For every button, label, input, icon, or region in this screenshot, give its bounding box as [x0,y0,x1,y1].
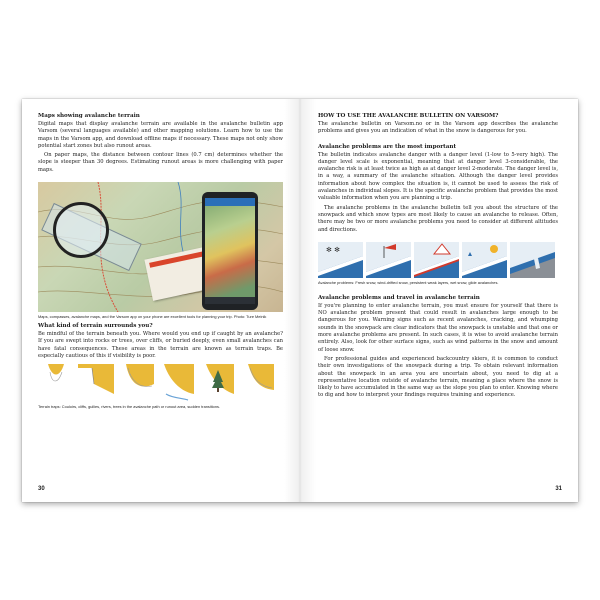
avalanche-problems-illustrations [318,242,558,278]
heading-problems-and-travel: Avalanche problems and travel in avalanche terrain [318,294,480,301]
open-book [22,99,578,502]
left-page-content [38,113,283,413]
glide-avalanche-icon [510,242,555,278]
transition-icon [238,364,274,402]
left-page [22,99,300,502]
heading-avalanche-problems-important: Avalanche problems are the most important [318,143,457,150]
fresh-snow-icon [318,242,363,278]
page-number-right: 31 [555,486,562,492]
gully-icon [118,364,154,402]
page-number-left: 30 [38,486,45,492]
svg-text:✻ ✻: ✻ ✻ [326,245,340,254]
paragraph: If you're planning to enter avalanche terrain, you must ensure for yourself that there is NO avalanche problem present that could result in avalanches large enough to be dangerous for you. Warning signs such as recent avalanches, cracking, and whumping sounds in the snowpack are clear indicators that the snowpack is unstable and that one or more avalanche problems are present. In such cases, it is wise to avoid avalanche terrain entirely. Also, look for other surface signs, such as wind patterns in the snow and amount of loose snow. [318,302,558,353]
paragraph: The avalanche problems in the avalanche bulletin tell you about the structure of the snowpack and which snow types are most likely to cause an avalanche to release. Often, there may be two or more avalanche problems you need to consider at different altitudes and directions. [318,204,558,233]
photo-caption: Maps, compasses, avalanche maps, and the Varsom app on your phone are excellent tools for planning your trip. Photo: Ture Meinik [38,314,267,320]
paragraph: Digital maps that display avalanche terrain are available in the avalanche bulletin app Varsom (several languages available) and other mapping solutions. Learn how to use the maps in the Varsom app, and download offline maps if necessary. These maps not only show potential start zones but also runout areas. [38,121,283,149]
maps-and-phone-photo [38,182,283,312]
river-icon [158,364,194,402]
heading-maps-avalanche-terrain: Maps showing avalanche terrain [38,113,140,119]
persistent-weak-layer-icon [414,242,459,278]
right-page-content [318,113,558,402]
couloir-icon [38,364,74,402]
phone-with-varsom-app [202,192,258,310]
paragraph: On paper maps, the distance between contour lines (0.7 cm) determines whether the slope is steeper than 30 degrees. Estimating runout areas is more challenging with paper maps. [38,152,283,173]
phone-map-screen [205,198,255,304]
paragraph: The bulletin indicates avalanche danger with a danger level (1-low to 5-very high). The danger level scale is exponential, meaning that at danger level 3-considerable, the avalanche risk is at least twice as high as at danger level 2-moderate. The danger level is, in a way, a summary of the avalanche situation. Although the danger level provides information about how complex the situation is, it cannot be used to assess the risk of avalanches in individual slopes. It is the specific avalanche problem that provides the most valuable information when you are planning a trip. [318,151,558,202]
paragraph: The avalanche bulletin on Varsom.no or in the Varsom app describes the avalanche problems and gives you an indication of what in the snow is dangerous for you. [318,121,558,135]
heading-terrain-surrounds: What kind of terrain surrounds you? [38,323,153,330]
terrain-traps-illustrations [38,364,283,402]
wet-snow-icon [462,242,507,278]
paragraph: Be mindful of the terrain beneath you. Where would you end up if caught by an avalanche? If you are swept into rocks or trees, over cliffs, or buried deeply, even small avalanches can have fatal consequences. These areas in the terrain are known as terrain traps. Be especially cautious of this if visibility is poor. [38,331,283,359]
heading-how-to-use-bulletin: HOW TO USE THE AVALANCHE BULLETIN ON VARSOM? [318,113,499,119]
paragraph: For professional guides and experienced backcountry skiers, it is common to conduct their own investigations of the snowpack during a trip. To obtain relevant information about the snowpack in an area you are uncertain about, you need to dig at a representative location outside of avalanche terrain, meaning a place where the snow is likely to have accumulated in the same way as the slope you plan to enter. Knowing where to dig and how to interpret your findings requires training and experience. [318,355,558,399]
compass-icon [53,202,109,258]
trees-icon [198,364,234,402]
right-page [300,99,578,502]
cliff-icon [78,364,114,402]
wind-drifted-snow-icon [366,242,411,278]
terrain-caption: Terrain traps: Couloirs, cliffs, gullies, rivers, trees in the avalanche path or runout area, sudden transitions. [38,404,221,410]
avalanche-problems-caption: Avalanche problems: Fresh snow, wind-drifted snow, persistent weak layers, wet snow, glide avalanches. [318,279,499,285]
